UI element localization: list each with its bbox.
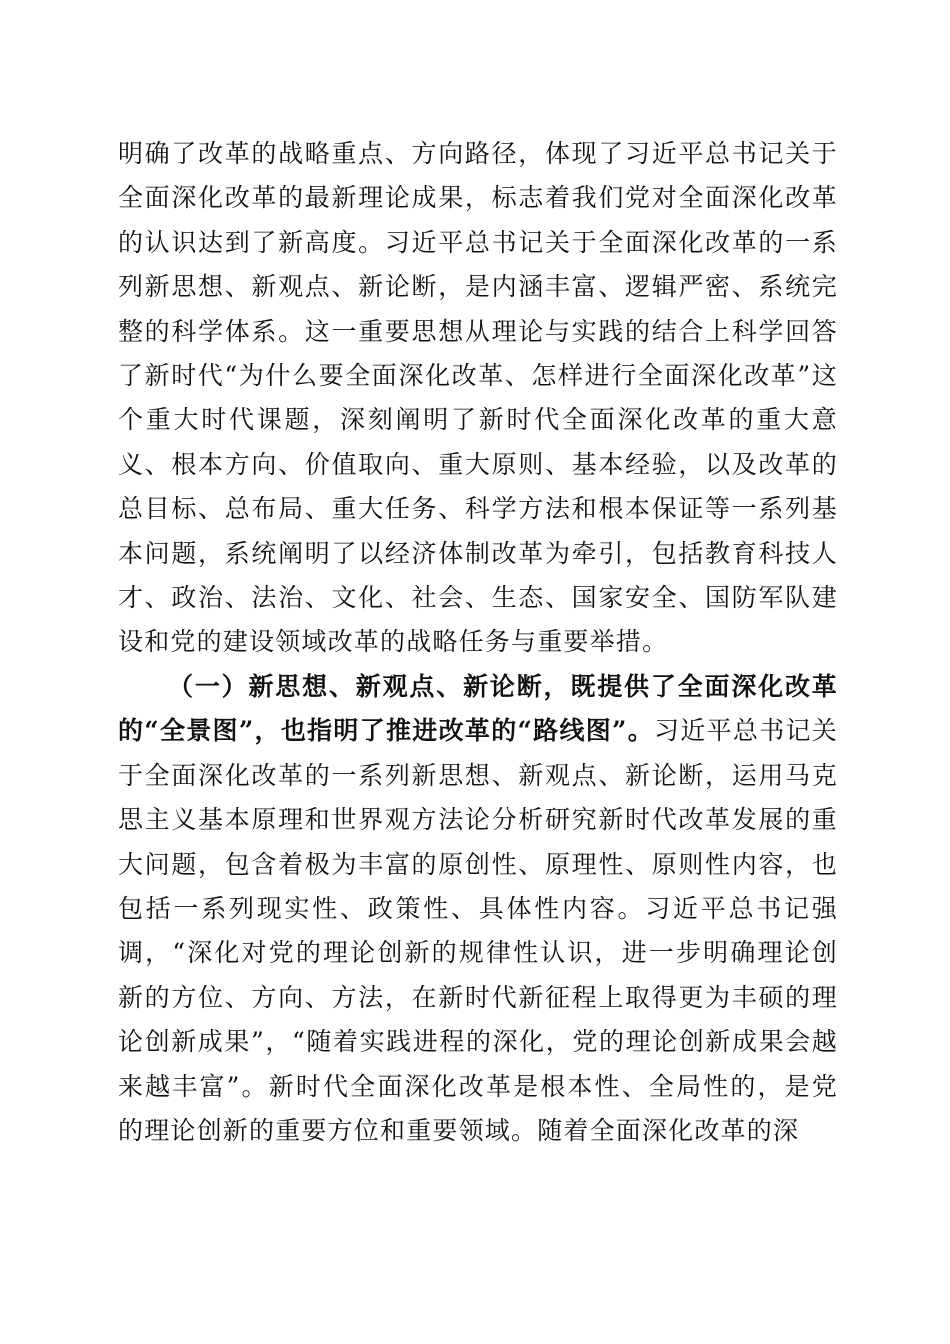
document-page [118,132,838,1153]
section-heading: （一）新思想、新观点、新论断，既提供了全面深化改革的“全景图”，也指明了推进改革的“路线图”。 [118,671,838,746]
section-body-text: 习近平总书记关于全面深化改革的一系列新思想、新观点、新论断，运用马克思主义基本原理和世界观方法论分析研究新时代改革发展的重大问题，包含着极为丰富的原创性、原理性、原则性内容，也包括一系列现实性、政策性、具体性内容。习近平总书记强调，“深化对党的理论创新的规律性认识，进一步明确理论创新的方位、方向、方法，在新时代新征程上取得更为丰硕的理论创新成果”，“随着实践进程的深化，党的理论创新成果会越来越丰富”。新时代全面深化改革是根本性、全局性的，是党的理论创新的重要方位和重要领域。随着全面深化改革的深 [118,716,839,1145]
section-paragraph [118,665,838,1153]
body-paragraph: 明确了改革的战略重点、方向路径，体现了习近平总书记关于全面深化改革的最新理论成果，标志着我们党对全面深化改革的认识达到了新高度。习近平总书记关于全面深化改革的一系列新思想、新观点、新论断，是内涵丰富、逻辑严密、系统完整的科学体系。这一重要思想从理论与实践的结合上科学回答了新时代“为什么要全面深化改革、怎样进行全面深化改革”这个重大时代课题，深刻阐明了新时代全面深化改革的重大意义、根本方向、价值取向、重大原则、基本经验，以及改革的总目标、总布局、重大任务、科学方法和根本保证等一系列基本问题，系统阐明了以经济体制改革为牵引，包括教育科技人才、政治、法治、文化、社会、生态、国家安全、国防军队建设和党的建设领域改革的战略任务与重要举措。 [118,139,838,657]
